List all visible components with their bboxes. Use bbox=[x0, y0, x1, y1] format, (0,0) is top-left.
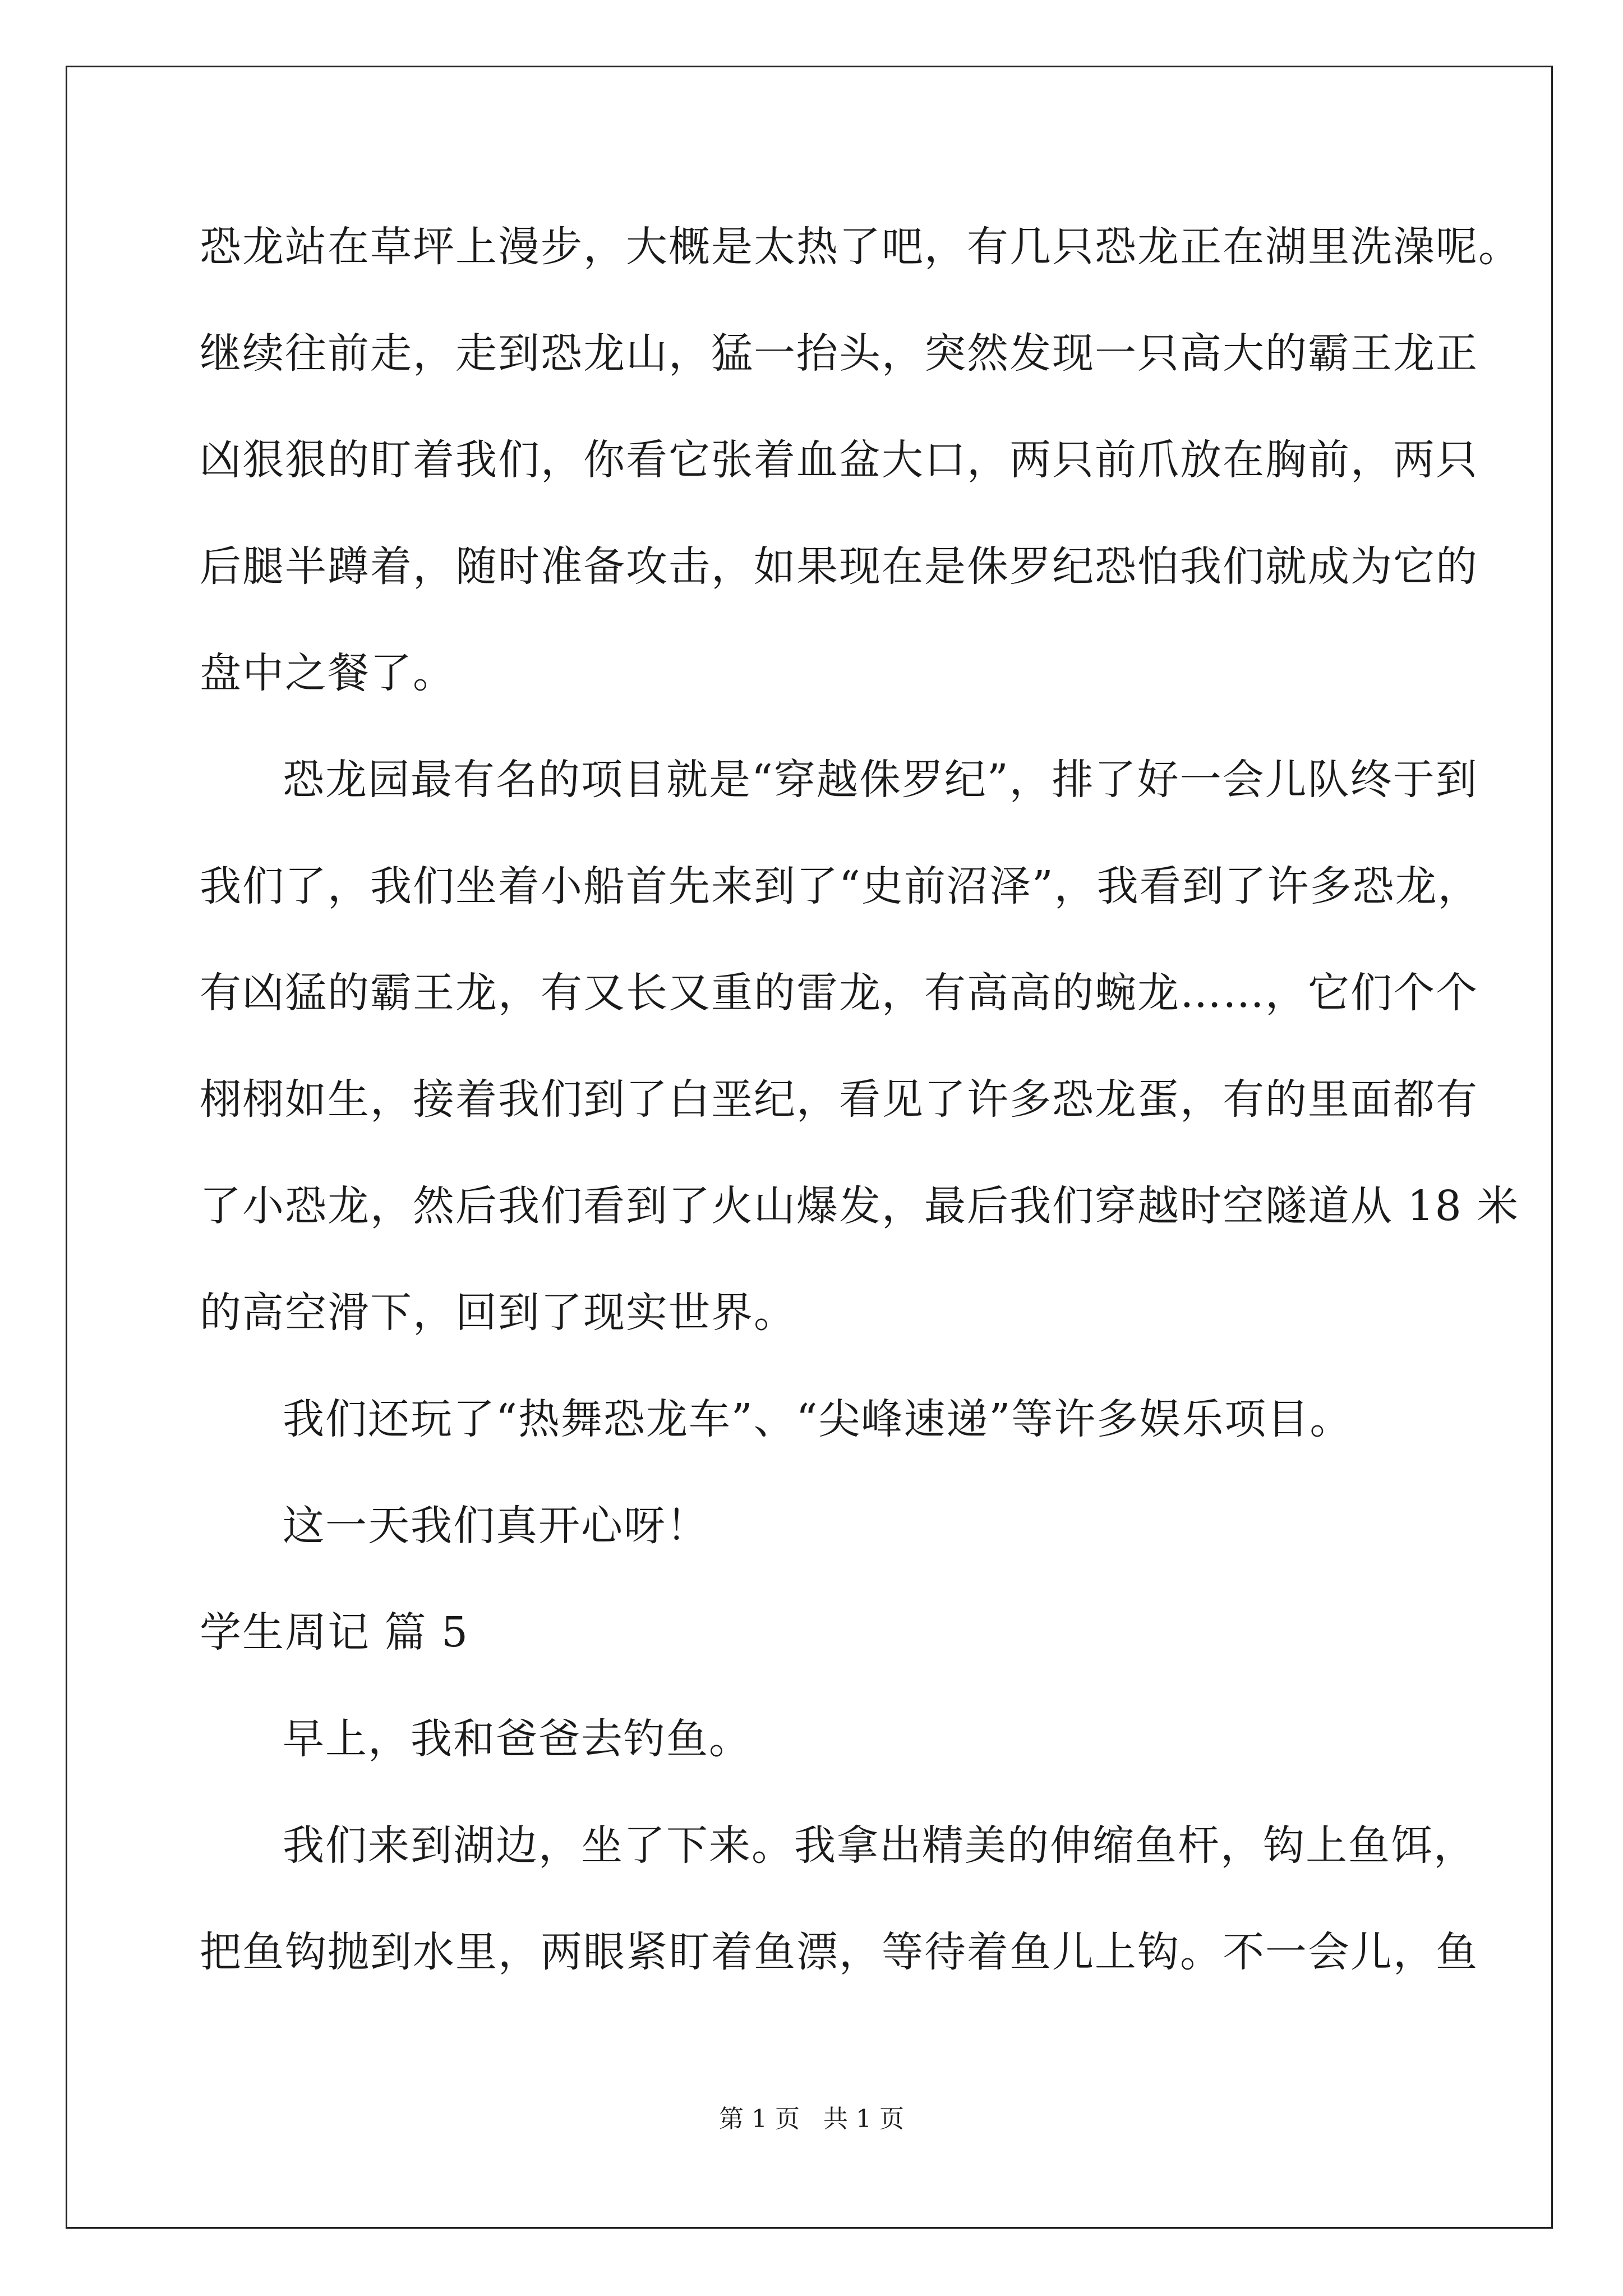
page-border bbox=[66, 66, 1553, 2229]
paragraph-line: 凶狠狠的盯着我们，你看它张着血盆大口，两只前爪放在胸前，两只 bbox=[200, 436, 1478, 484]
paragraph-line: 有凶猛的霸王龙，有又长又重的雷龙，有高高的蜿龙……，它们个个 bbox=[200, 969, 1478, 1017]
page-footer: 第 1 页 共 1 页 bbox=[719, 2105, 904, 2133]
paragraph-line: 恐龙园最有名的项目就是“穿越侏罗纪”，排了好一会儿队终于到 bbox=[283, 756, 1478, 804]
paragraph-line: 了小恐龙，然后我们看到了火山爆发，最后我们穿越时空隧道从 18 米 bbox=[200, 1182, 1520, 1230]
paragraph-line: 恐龙站在草坪上漫步，大概是太热了吧，有几只恐龙正在湖里洗澡呢。 bbox=[200, 223, 1521, 271]
paragraph-line: 把鱼钩抛到水里，两眼紧盯着鱼漂，等待着鱼儿上钩。不一会儿，鱼 bbox=[200, 1928, 1478, 1976]
paragraph-line: 这一天我们真开心呀！ bbox=[283, 1502, 709, 1550]
paragraph-line: 早上，我和爸爸去钓鱼。 bbox=[283, 1715, 751, 1763]
paragraph-line: 我们还玩了“热舞恐龙车”、“尖峰速递”等许多娱乐项目。 bbox=[283, 1395, 1353, 1443]
paragraph-line: 的高空滑下，回到了现实世界。 bbox=[200, 1289, 796, 1337]
section-heading: 学生周记 篇 5 bbox=[200, 1608, 469, 1657]
paragraph-line: 盘中之餐了。 bbox=[200, 649, 455, 697]
paragraph-line: 后腿半蹲着，随时准备攻击，如果现在是侏罗纪恐怕我们就成为它的 bbox=[200, 542, 1478, 591]
paragraph-line: 栩栩如生，接着我们到了白垩纪，看见了许多恐龙蛋，有的里面都有 bbox=[200, 1075, 1478, 1124]
paragraph-line: 我们了，我们坐着小船首先来到了“史前沼泽”，我看到了许多恐龙， bbox=[200, 862, 1481, 910]
paragraph-line: 我们来到湖边，坐了下来。我拿出精美的伸缩鱼杆，钩上鱼饵， bbox=[283, 1821, 1476, 1870]
paragraph-line: 继续往前走，走到恐龙山，猛一抬头，突然发现一只高大的霸王龙正 bbox=[200, 329, 1478, 378]
